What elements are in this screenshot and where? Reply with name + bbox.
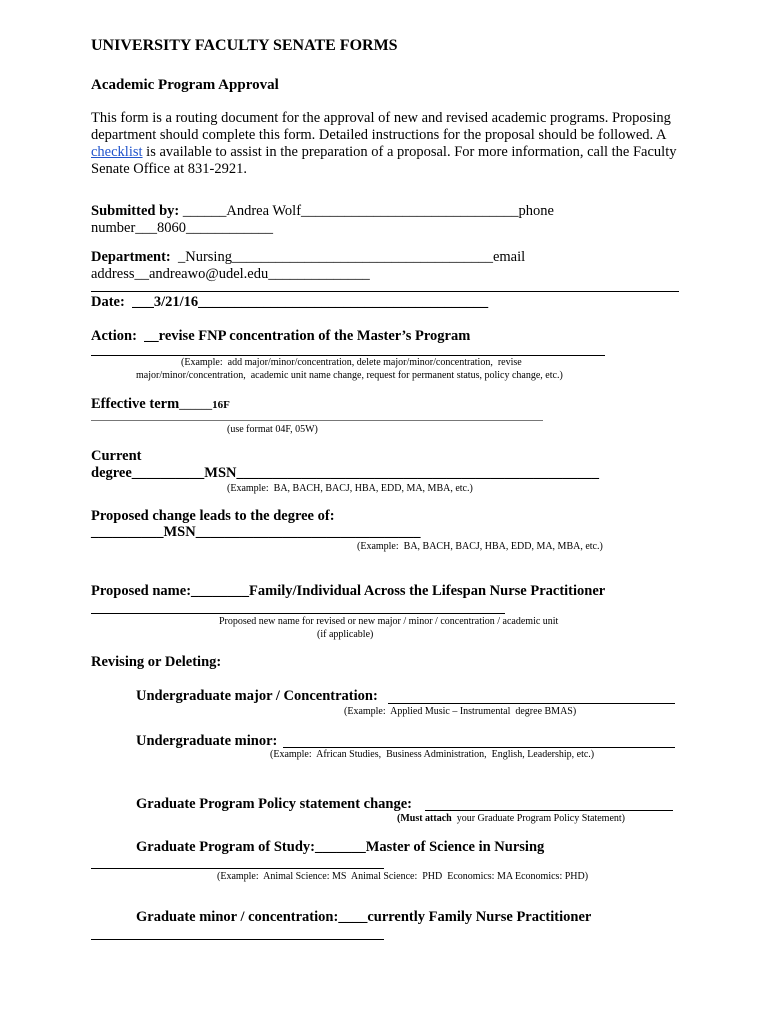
effective-term-hint: (use format 04F, 05W) — [227, 424, 318, 435]
ug-minor-hint: (Example: African Studies, Business Administration, English, Leadership, etc.) — [270, 749, 595, 760]
email-address-field[interactable]: address__andreawo@udel.edu______________ — [91, 266, 370, 282]
action-example-cont: major/minor/concentration, academic unit name change, request for permanent status, policy change, etc.) — [136, 370, 563, 381]
submitted-by-label: Submitted by: — [91, 203, 180, 219]
revising-heading: Revising or Deleting: — [91, 654, 222, 670]
grad-minor-underline — [91, 939, 384, 940]
date-label: Date: — [91, 294, 125, 310]
action-example: (Example: add major/minor/concentration, delete major/minor/concentration, revise — [181, 357, 522, 368]
effective-term-value[interactable]: ______16F — [179, 399, 230, 411]
grad-study-value[interactable]: _______Master of Science in Nursing — [314, 839, 545, 855]
phone-number-field[interactable]: number___8060____________ — [91, 220, 274, 236]
action-line — [91, 328, 470, 345]
grad-policy-hint-rest: your Graduate Program Policy Statement) — [451, 813, 626, 824]
current-degree-line — [91, 465, 599, 482]
proposed-degree-hint: (Example: BA, BACH, BACJ, HBA, EDD, MA, MBA, etc.) — [357, 541, 603, 552]
proposed-degree-value[interactable]: __________MSN_______________________________ — [91, 524, 421, 540]
intro-paragraph — [91, 110, 691, 178]
proposed-name-hint-cont: (if applicable) — [317, 629, 374, 640]
divider — [91, 291, 679, 292]
ug-major-hint: (Example: Applied Music – Instrumental degree BMAS) — [344, 706, 577, 717]
date-line — [91, 294, 488, 311]
intro-text-after: is available to assist in the preparation of a proposal. For more information, call the Faculty Senate Office at 831-2921. — [91, 144, 677, 177]
proposed-name-underline — [91, 613, 505, 614]
action-underline — [91, 355, 605, 356]
form-subtitle: Academic Program Approval — [91, 77, 279, 93]
effective-term-underline — [91, 420, 543, 421]
checklist-link[interactable]: checklist — [91, 144, 143, 160]
page-title: UNIVERSITY FACULTY SENATE FORMS — [91, 37, 398, 54]
grad-policy-hint-bold: (Must attach — [397, 813, 452, 824]
intro-text-before: This form is a routing document for the approval of new and revised academic programs. Proposing department should complete this form. Detailed instructions for the proposal should be followed. A — [91, 110, 671, 143]
ug-minor-field[interactable] — [283, 747, 675, 748]
grad-minor-label: Graduate minor / concentration: — [136, 909, 339, 925]
ug-minor-label: Undergraduate minor: — [136, 733, 278, 749]
proposed-name-value[interactable]: ________Family/Individual Across the Lifespan Nurse Practitioner — [191, 583, 606, 599]
grad-policy-field[interactable] — [425, 810, 673, 811]
ug-major-field[interactable] — [388, 703, 675, 704]
proposed-name-label: Proposed name: — [91, 583, 192, 599]
current-degree-label: Current — [91, 448, 142, 464]
ug-major-label: Undergraduate major / Concentration: — [136, 688, 378, 704]
grad-study-line — [136, 839, 544, 856]
proposed-degree-label: Proposed change leads to the degree of: — [91, 508, 335, 524]
action-value[interactable]: __revise FNP concentration of the Master’s Program — [136, 328, 471, 344]
submitted-by-value[interactable]: ______Andrea Wolf______________________________phone — [179, 203, 554, 219]
current-degree-hint: (Example: BA, BACH, BACJ, HBA, EDD, MA, MBA, etc.) — [227, 483, 473, 494]
grad-policy-label: Graduate Program Policy statement change: — [136, 796, 412, 812]
grad-study-label: Graduate Program of Study: — [136, 839, 315, 855]
submitted-by-line — [91, 203, 554, 220]
department-value[interactable]: _Nursing____________________________________email — [170, 249, 526, 265]
department-label: Department: — [91, 249, 171, 265]
department-line — [91, 249, 525, 266]
grad-minor-line — [136, 909, 591, 926]
effective-term-line — [91, 395, 230, 413]
degree-label: degree — [91, 465, 132, 481]
action-label: Action: — [91, 328, 137, 344]
proposed-name-hint: Proposed new name for revised or new major / minor / concentration / academic unit — [219, 616, 559, 627]
proposed-name-line — [91, 583, 605, 600]
effective-term-label: Effective term — [91, 396, 180, 412]
grad-study-hint: (Example: Animal Science: MS Animal Science: PHD Economics: MA Economics: PHD) — [217, 871, 589, 882]
grad-policy-hint — [397, 813, 625, 824]
current-degree-value[interactable]: __________MSN__________________________________________________ — [131, 465, 600, 481]
grad-minor-value[interactable]: ____currently Family Nurse Practitioner — [338, 909, 592, 925]
grad-study-underline — [91, 868, 384, 869]
date-value[interactable]: ___3/21/16________________________________________ — [124, 294, 489, 310]
